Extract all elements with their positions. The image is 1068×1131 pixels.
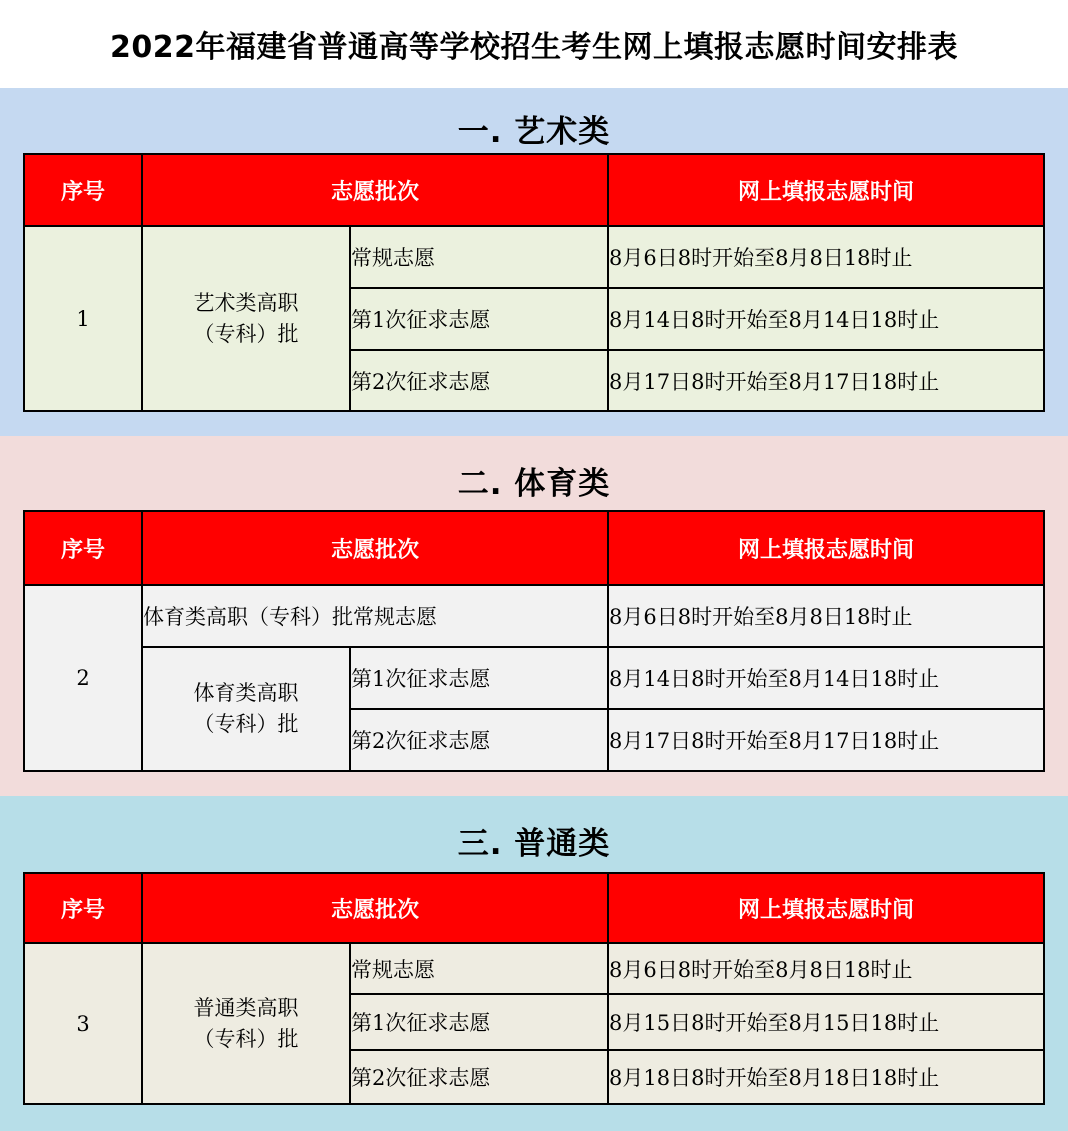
time-cell: 8月17日8时开始至8月17日18时止 xyxy=(608,350,1044,411)
section-sports xyxy=(0,436,1068,796)
header-index: 序号 xyxy=(24,154,142,226)
section-general xyxy=(0,796,1068,1131)
schedule-table-general xyxy=(23,872,1045,1105)
header-index: 序号 xyxy=(24,873,142,943)
time-cell: 8月6日8时开始至8月8日18时止 xyxy=(608,226,1044,288)
sub-batch: 常规志愿 xyxy=(350,226,608,288)
table-row xyxy=(24,943,1044,994)
section-title: 一. 艺术类 xyxy=(457,114,611,150)
row-index: 3 xyxy=(24,943,142,1104)
table-row xyxy=(24,647,1044,709)
header-time: 网上填报志愿时间 xyxy=(608,154,1044,226)
section-art xyxy=(0,88,1068,436)
time-cell: 8月18日8时开始至8月18日18时止 xyxy=(608,1050,1044,1104)
table-row xyxy=(24,585,1044,647)
page-title: 2022年福建省普通高等学校招生考生网上填报志愿时间安排表 xyxy=(110,30,958,65)
header-batch: 志愿批次 xyxy=(142,154,608,226)
sub-batch: 第1次征求志愿 xyxy=(350,994,608,1050)
sub-batch: 第1次征求志愿 xyxy=(350,647,608,709)
section-title: 三. 普通类 xyxy=(457,826,611,862)
batch-cell xyxy=(142,226,350,411)
time-cell: 8月14日8时开始至8月14日18时止 xyxy=(608,647,1044,709)
time-cell: 8月17日8时开始至8月17日18时止 xyxy=(608,709,1044,771)
schedule-table-sports xyxy=(23,510,1045,772)
sub-batch: 体育类高职（专科）批常规志愿 xyxy=(142,585,608,647)
batch-cell xyxy=(142,647,350,771)
batch-line: （专科）批 xyxy=(193,1026,299,1051)
row-index: 2 xyxy=(24,585,142,771)
sub-batch: 第2次征求志愿 xyxy=(350,350,608,411)
header-time: 网上填报志愿时间 xyxy=(608,873,1044,943)
batch-line: （专科）批 xyxy=(193,712,299,736)
sub-batch: 常规志愿 xyxy=(350,943,608,994)
section-title: 二. 体育类 xyxy=(457,466,611,502)
batch-cell xyxy=(142,943,350,1104)
header-time: 网上填报志愿时间 xyxy=(608,511,1044,585)
batch-line: 体育类高职 xyxy=(193,681,299,705)
sub-batch: 第2次征求志愿 xyxy=(350,709,608,771)
batch-line: 艺术类高职 xyxy=(193,290,299,315)
table-header-row xyxy=(24,154,1044,226)
schedule-table-art xyxy=(23,153,1045,412)
header-batch: 志愿批次 xyxy=(142,511,608,585)
batch-line: （专科）批 xyxy=(193,321,299,346)
row-index: 1 xyxy=(24,226,142,411)
time-cell: 8月6日8时开始至8月8日18时止 xyxy=(608,585,1044,647)
time-cell: 8月14日8时开始至8月14日18时止 xyxy=(608,288,1044,350)
time-cell: 8月15日8时开始至8月15日18时止 xyxy=(608,994,1044,1050)
sub-batch: 第1次征求志愿 xyxy=(350,288,608,350)
table-row xyxy=(24,226,1044,288)
batch-line: 普通类高职 xyxy=(193,995,299,1020)
header-index: 序号 xyxy=(24,511,142,585)
time-cell: 8月6日8时开始至8月8日18时止 xyxy=(608,943,1044,994)
table-header-row xyxy=(24,873,1044,943)
header-batch: 志愿批次 xyxy=(142,873,608,943)
sub-batch: 第2次征求志愿 xyxy=(350,1050,608,1104)
table-header-row xyxy=(24,511,1044,585)
